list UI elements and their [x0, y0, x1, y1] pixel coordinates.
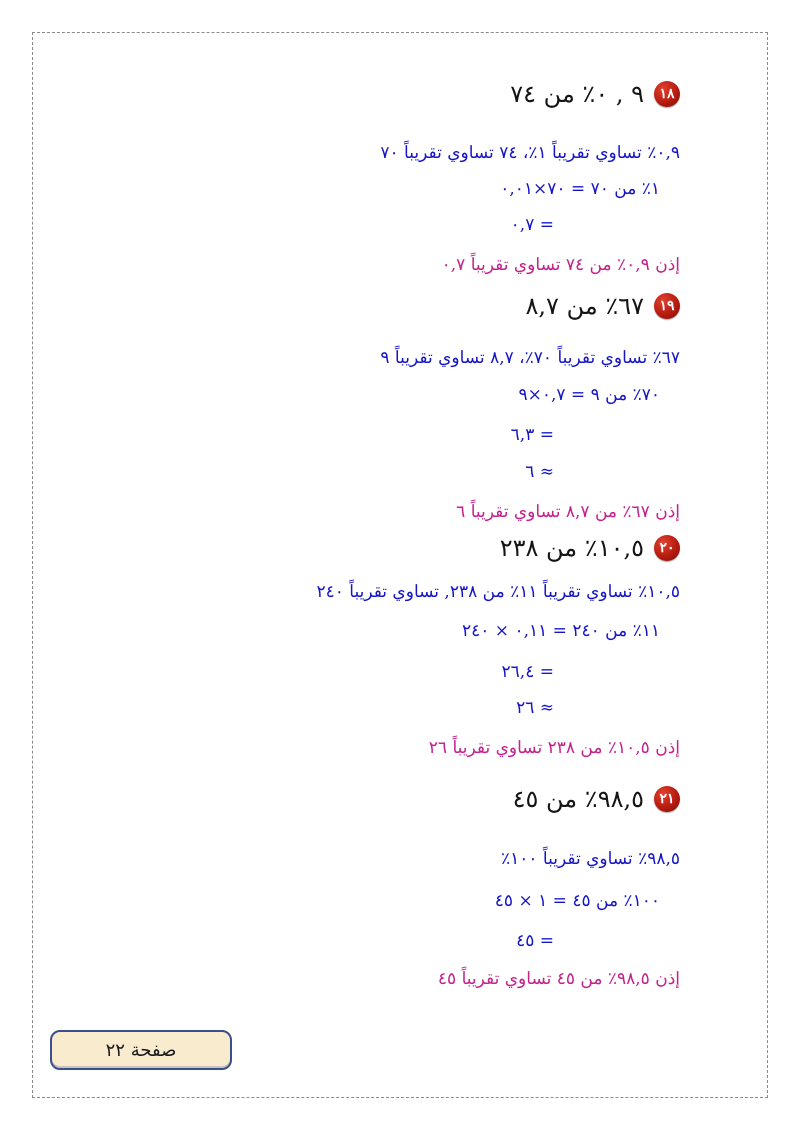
- problem-expression: ٩٨,٥٪ من ٤٥: [512, 785, 644, 813]
- solution-line: = ٦,٣: [510, 425, 554, 445]
- conclusion-line: إذن ١٠,٥٪ من ٢٣٨ تساوي تقريباً ٢٦: [428, 738, 680, 758]
- problem-21-heading: [513, 783, 680, 815]
- solution-line: ٠,٩٪ تساوي تقريباً ١٪، ٧٤ تساوي تقريباً ٧٠: [380, 143, 680, 163]
- solution-line: ≈ ٢٦: [516, 698, 554, 718]
- solution-line: ١٠٠٪ من ٤٥ = ١ × ٤٥: [494, 891, 660, 911]
- problem-number-badge: ١٩: [654, 293, 680, 319]
- solution-line: ٩٨,٥٪ تساوي تقريباً ١٠٠٪: [500, 849, 680, 869]
- problem-expression: ٩ , ٠٪ من ٧٤: [510, 80, 644, 108]
- problem-expression: ٦٧٪ من ٨,٧: [525, 292, 644, 320]
- solution-line: ٦٧٪ تساوي تقريباً ٧٠٪، ٨,٧ تساوي تقريباً ٩: [380, 348, 680, 368]
- solution-line: ≈ ٦: [525, 462, 554, 482]
- problem-18-heading: [510, 78, 680, 110]
- solution-line: ٧٠٪ من ٩ = ٠,٧×٩: [518, 385, 660, 405]
- problem-number-badge: ٢٠: [654, 535, 680, 561]
- conclusion-line: إذن ٦٧٪ من ٨,٧ تساوي تقريباً ٦: [456, 502, 680, 522]
- problem-expression: ١٠,٥٪ من ٢٣٨: [499, 534, 644, 562]
- solution-line: = ٤٥: [516, 931, 554, 951]
- solution-line: ١٪ من ٧٠ = ٧٠×٠,٠١: [500, 179, 660, 199]
- page-number: صفحة ٢٢: [105, 1039, 177, 1061]
- problem-number-badge: ١٨: [654, 81, 680, 107]
- solution-line: = ٠,٧: [510, 215, 554, 235]
- solution-line: = ٢٦,٤: [501, 662, 554, 682]
- solution-line: ١١٪ من ٢٤٠ = ٠,١١ × ٢٤٠: [462, 621, 660, 641]
- solution-line: ١٠,٥٪ تساوي تقريباً ١١٪ من ٢٣٨, تساوي تقريباً ٢٤٠: [316, 582, 680, 602]
- conclusion-line: إذن ٩٨,٥٪ من ٤٥ تساوي تقريباً ٤٥: [437, 969, 680, 989]
- conclusion-line: إذن ٠,٩٪ من ٧٤ تساوي تقريباً ٠,٧: [441, 255, 680, 275]
- page-number-box: [50, 1030, 232, 1070]
- problem-number-badge: ٢١: [654, 786, 680, 812]
- problem-20-heading: [500, 532, 680, 564]
- problem-19-heading: [526, 290, 680, 322]
